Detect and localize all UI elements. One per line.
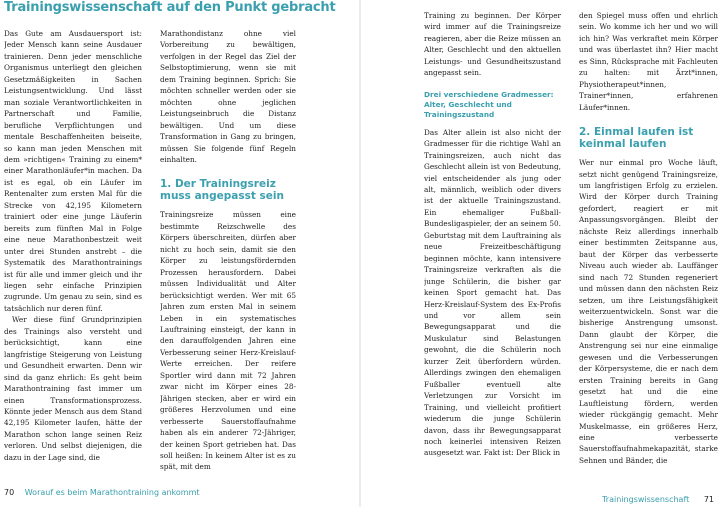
- text-column-2: [160, 28, 296, 478]
- paragraph: Training zu beginnen. Der Körper wird immer auf die Trainingsreize reagieren, aber die Reize müssen an Alter, Geschlecht und den aktuellen Leistungs- und Gesundheitszustand angepasst sein.: [424, 11, 561, 78]
- section-heading-1: 1. Der Trainingsreiz muss angepasst sein: [160, 178, 284, 203]
- text-column-4: [579, 10, 718, 480]
- footer-right: [602, 495, 714, 504]
- paragraph: Wer diese fünf Grundprinzipien des Trainings also versteht und berücksichtigt, kann eine langfristige Steigerung von Leistung und Gesundheit erwarten. Denn wir sind da ganz ehrlich: Es geht beim Marathontraining fast immer um einen Transformationsprozess. Könnte jeder Mensch aus dem Stand 42,195 Kilometer laufen, hätte der Marathon schon lange seinen Reiz verloren. Und selbst diejenigen, die dazu in der Lage sind, die: [4, 315, 142, 462]
- paragraph: den Spiegel muss offen und ehrlich sein. Wo komme ich her und wo will ich hin? Was verkraftet mein Körper und was überlastet ihn? Hier macht es Sinn, Rücksprache mit Fachleuten zu halten: mit Ärzt*innen, Physiotherapeut*innen, Trainer*innen, erfahrenen Läufer*innen.: [579, 11, 718, 112]
- running-footer-left: Worauf es beim Marathontraining ankommt: [24, 488, 200, 497]
- paragraph: Trainingsreize müssen eine bestimmte Reizschwelle des Körpers überschreiten, dürfen aber nicht zu hoch sein, damit sie den Körper zu leistungsfördernden Prozessen herausfordern. Dabei müssen Individualität und Alter berücksichtigt werden. Wer mit 65 Jahren zum ersten Mal in seinem Leben in ein systematisches Lauftraining einsteigt, der kann in den darauffolgenden Jahren eine Verbesserung seiner Herz-Kreislauf-Werte erreichen. Der reifere Sportler wird dann mit 72 Jahren zwar nicht im Körper eines 28-Jährigen stecken, aber er wird ein größeres Herzvolumen und eine verbesserte Sauerstoffaufnahme haben als ein anderer 72-Jähriger, der keinen Sport getrieben hat. Das soll heißen: In keinem Alter ist es zu spät, mit dem: [160, 210, 296, 472]
- paragraph: Wer nur einmal pro Woche läuft, setzt nicht genügend Trainingsreize, um langfristigen Erfolg zu erzielen. Wird der Körper durch Training gefordert, reagiert er mit Anpassungsvorgängen. Bleibt der nächste Reiz allerdings innerhalb einer bestimmten Zeitspanne aus, baut der Körper das verbesserte Niveau auch wieder ab. Lauffänger sind nach 72 Stunden regeneriert und müssen dann den nächsten Reiz setzen, um ihre Leistungsfähigkeit weiterzuentwickeln. Sonst war die bisherige Anstrengung umsonst. Dann glaubt der Körper, die Anstrengung sei nur eine einmalige gewesen und die Verbesserungen der Körpersysteme, die er nach dem ersten Training bereits in Gang gesetzt hat und die eine Lauftleistung fördern, werden wieder rückgängig gemacht. Mehr Muskelmasse, ein größeres Herz, eine verbesserte Sauerstoffaufnahmekapazität, starke Sehnen und Bänder, die: [579, 158, 718, 465]
- footer-left: [4, 488, 200, 497]
- page-number-right: 71: [703, 495, 714, 504]
- paragraph: Marathondistanz ohne viel Vorbereitung zu bewältigen, verfolgen in der Regel das Ziel der Selbstoptimierung, wenn sie mit dem Training beginnen. Sprich: Sie möchten schneller werden oder sie möchten ohne jeglichen Leistungseinbruch die Distanz bewältigen. Und um diese Transformation in Gang zu bringen, müssen Sie folgende fünf Regeln einhalten.: [160, 29, 296, 164]
- page-number-left: 70: [4, 488, 15, 497]
- paragraph: Das Gute am Ausdauersport ist: Jeder Mensch kann seine Ausdauer trainieren. Denn jeder menschliche Organismus unterliegt den gleichen Gesetzmäßigkeiten in Sachen Leistungsentwicklung. Und lässt man soziale Verantwortlichkeiten in Partnerschaft und Familie, berufliche Verpflichtungen und mentale Beschaffenheiten beiseite, so kann man jeden Menschen mit dem »richtigen« Training zu einem* einer Marathonläufer*in machen. Da ist es egal, ob ein Läufer im Rentenalter zum ersten Mal für die Strecke von 42,195 Kilometern trainiert oder eine junge Läuferin bereits zum fünften Mal in Folge eine neue Marathonbestzeit weit unter drei Stunden anstrebt – die Systematik des Marathontrainings ist für alle und immer gleich und ihr liegen sehr einfache Prinzipien zugrunde. Um genau zu sein, sind es tatsächlich nur deren fünf.: [4, 29, 142, 313]
- chapter-title: Trainingswissenschaft auf den Punkt gebracht: [4, 0, 336, 15]
- sub-heading: Drei verschiedene Gradmesser: Alter, Geschlecht und Trainingszustand: [424, 89, 554, 119]
- text-column-1: [4, 28, 142, 478]
- text-column-3: [424, 10, 561, 480]
- section-heading-2: 2. Einmal laufen ist keinmal laufen: [579, 126, 694, 151]
- paragraph: Das Alter allein ist also nicht der Gradmesser für die richtige Wahl an Trainingsreizen, auch nicht das Geschlecht allein ist von Bedeutung, viel entscheidender als jung oder alt, männlich, weiblich oder divers ist der aktuelle Trainingszustand. Ein ehemaliger Fußball-Bundesligaspieler, der an seinem 50. Geburtstag mit dem Lauftraining als neue Freizeitbeschäftigung beginnen möchte, kann intensivere Trainingsreize verkraften als die junge Schülerin, die bisher gar keinen Sport gemacht hat. Das Herz-Kreislauf-System des Ex-Profis und vor allem sein Bewegungsapparat und die Muskulatur sind Belastungen gewohnt, die die Schülerin noch kurzer Zeit überfordern würden. Allerdings zwingen den ehemaligen Fußballer eventuell alte Verletzungen zur Vorsicht im Training, und vielleicht profitiert wiederum die junge Schülerin davon, dass ihr Bewegungsapparat noch keinerlei intensiven Reizen ausgesetzt war. Fakt ist: Der Blick in: [424, 127, 561, 458]
- right-page: [360, 0, 720, 507]
- running-footer-right: Trainingswissenschaft: [602, 495, 690, 504]
